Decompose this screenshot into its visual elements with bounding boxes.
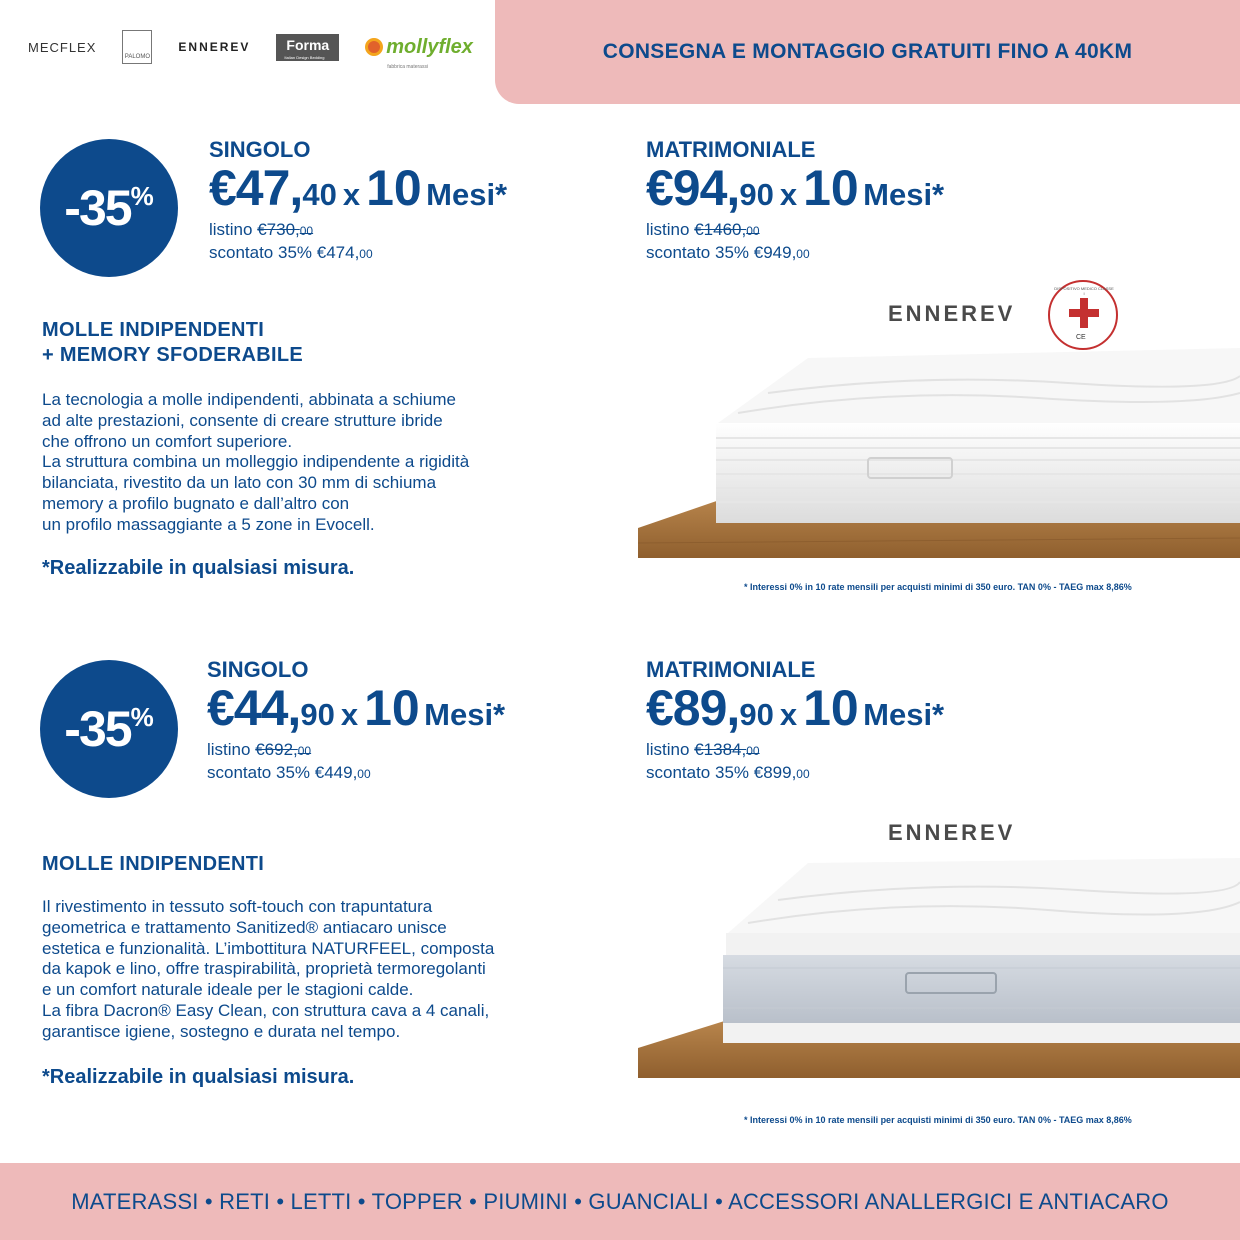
product-heading-line1: MOLLE INDIPENDENTI: [42, 319, 265, 341]
listino-cents: 00: [746, 224, 760, 238]
discount-badge: [40, 139, 178, 277]
description-line: La struttura combina un molleggio indipendente a rigidità: [42, 452, 470, 472]
listino-label: listino: [207, 740, 251, 759]
matrimoniale-label: MATRIMONIALE: [646, 137, 816, 162]
singolo-price-block: [209, 137, 507, 265]
mecflex-logo: MECFLEX: [28, 39, 97, 55]
description-line: da kapok e lino, offre traspirabilità, proprietà termoregolanti: [42, 959, 486, 979]
scontato-cents: 00: [357, 767, 371, 781]
singolo-discounted-price: [207, 762, 505, 785]
ennerev-brand-logo: ENNEREV: [888, 820, 1016, 845]
description-line: ad alte prestazioni, consente di creare strutture ibride: [42, 410, 443, 430]
discount-value: -35: [64, 180, 131, 236]
listino-label: listino: [646, 740, 690, 759]
listino-label: listino: [646, 220, 690, 239]
ennerev-brand-logo: ENNEREV: [888, 301, 1016, 326]
matrimoniale-price-block: [646, 137, 944, 265]
description-line: garantisce igiene, sostegno e durata nel tempo.: [42, 1021, 401, 1041]
mattress-illustration: [638, 818, 1240, 1078]
matrimoniale-list-price: [646, 739, 944, 762]
delivery-banner-text: CONSEGNA E MONTAGGIO GRATUITI FINO A 40KM: [602, 40, 1133, 63]
price-months: 10: [803, 680, 859, 736]
price-mesi: Mesi*: [424, 697, 506, 732]
matrimoniale-list-price: [646, 219, 944, 242]
red-cross-icon: [1072, 298, 1096, 328]
product-categories-banner: [0, 1163, 1240, 1240]
price-cents: 90: [300, 697, 335, 732]
discount-badge: [40, 660, 178, 798]
singolo-discounted-price: [209, 242, 507, 265]
price-euro: €89,: [646, 680, 740, 736]
listino-value: [694, 220, 759, 239]
scontato-label: scontato 35%: [646, 243, 750, 262]
price-times: x: [342, 177, 361, 212]
description-line: estetica e funzionalità. L’imbottitura NATURFEEL, composta: [42, 938, 495, 958]
singolo-price-block: [207, 657, 505, 785]
price-cents: 90: [739, 697, 774, 732]
discount-value: -35: [64, 701, 131, 757]
discount-percent: %: [130, 180, 154, 211]
price-months: 10: [803, 160, 859, 216]
scontato-cents: 00: [796, 247, 810, 261]
matrimoniale-monthly-price: [646, 159, 944, 217]
product-heading: [42, 852, 264, 877]
price-mesi: Mesi*: [863, 177, 945, 212]
matrimoniale-label: MATRIMONIALE: [646, 657, 816, 682]
price-euro: €47,: [209, 160, 303, 216]
scontato-cents: 00: [359, 247, 373, 261]
scontato-label: scontato 35%: [207, 763, 311, 782]
finance-footnote: * Interessi 0% in 10 rate mensili per acquisti minimi di 350 euro. TAN 0% - TAEG max 8,86%: [744, 582, 1132, 592]
finance-footnote: * Interessi 0% in 10 rate mensili per acquisti minimi di 350 euro. TAN 0% - TAEG max 8,86%: [744, 1115, 1132, 1125]
medical-device-seal: [1048, 280, 1118, 350]
price-times: x: [779, 697, 798, 732]
custom-size-note: *Realizzabile in qualsiasi misura.: [42, 1066, 355, 1088]
scontato-label: scontato 35%: [646, 763, 750, 782]
price-euro: €94,: [646, 160, 740, 216]
listino-price: €1460,: [694, 220, 747, 239]
forma-logo-subtitle: Italian Design Bedding: [284, 54, 325, 60]
description-line: e un comfort naturale ideale per le stagioni calde.: [42, 980, 414, 1000]
scontato-price: €949,: [753, 243, 797, 262]
description-line: che offrono un comfort superiore.: [42, 431, 293, 451]
ce-mark: CE: [1076, 334, 1086, 341]
scontato-label: scontato 35%: [209, 243, 313, 262]
description-line: La fibra Dacron® Easy Clean, con struttura cava a 4 canali,: [42, 1000, 490, 1020]
discount-percent: %: [130, 701, 154, 732]
listino-price: €1384,: [694, 740, 747, 759]
scontato-cents: 00: [796, 767, 810, 781]
description-line: un profilo massaggiante a 5 zone in Evocell.: [42, 514, 375, 534]
matrimoniale-price-block: [646, 657, 944, 785]
price-euro: €44,: [207, 680, 301, 736]
singolo-monthly-price: [207, 679, 505, 737]
forma-logo-text: Forma: [286, 36, 330, 53]
forma-logo: [276, 34, 339, 61]
product-heading: [42, 318, 303, 368]
price-months: 10: [366, 160, 422, 216]
mollyflex-swirl-icon: [365, 38, 383, 56]
listino-label: listino: [209, 220, 253, 239]
price-cents: 40: [302, 177, 337, 212]
listino-price: €730,: [257, 220, 300, 239]
listino-value: [255, 740, 311, 759]
mattress-image: [638, 818, 1240, 1078]
mollyflex-logo-subtitle: fabbrica materassi: [387, 63, 429, 70]
price-times: x: [779, 177, 798, 212]
scontato-price: €474,: [316, 243, 360, 262]
custom-size-note: *Realizzabile in qualsiasi misura.: [42, 557, 355, 579]
description-line: geometrica e trattamento Sanitized® antiacaro unisce: [42, 917, 447, 937]
palomo-logo: PALOMO: [122, 30, 152, 64]
matrimoniale-monthly-price: [646, 679, 944, 737]
description-line: memory a profilo bugnato e dall’altro con: [42, 493, 350, 513]
matrimoniale-discounted-price: [646, 242, 944, 265]
price-mesi: Mesi*: [863, 697, 945, 732]
product-heading-line2: + MEMORY SFODERABILE: [42, 344, 304, 366]
description-line: bilanciata, rivestito da un lato con 30 mm di schiuma: [42, 473, 437, 493]
singolo-list-price: [207, 739, 505, 762]
mollyflex-logo: [365, 35, 473, 70]
singolo-label: SINGOLO: [207, 657, 309, 682]
matrimoniale-discounted-price: [646, 762, 944, 785]
listino-cents: 00: [297, 744, 312, 758]
mattress-image: [638, 298, 1240, 558]
mattress-illustration: [638, 298, 1240, 558]
mollyflex-logo-text: mollyflex: [386, 35, 473, 58]
price-times: x: [340, 697, 359, 732]
delivery-banner: [495, 0, 1240, 104]
description-line: La tecnologia a molle indipendenti, abbinata a schiume: [42, 390, 456, 409]
brand-logos: [28, 30, 473, 70]
listino-value: [694, 740, 759, 759]
listino-price: €692,: [255, 740, 298, 759]
singolo-list-price: [209, 219, 507, 242]
price-months: 10: [364, 680, 420, 736]
description-line: Il rivestimento in tessuto soft-touch con trapuntatura: [42, 897, 433, 916]
product-description: [42, 897, 602, 1043]
listino-cents: 00: [299, 224, 314, 238]
ennerev-logo: ENNEREV: [178, 40, 251, 54]
listino-cents: 00: [746, 744, 760, 758]
singolo-label: SINGOLO: [209, 137, 311, 162]
medical-device-text: DISPOSITIVO MEDICO CLASSE I: [1054, 286, 1114, 296]
listino-value: [257, 220, 313, 239]
product-description: [42, 390, 602, 536]
product-categories-text: MATERASSI • RETI • LETTI • TOPPER • PIUMINI • GUANCIALI • ACCESSORI ANALLERGICI E ANTIACARO: [71, 1188, 1169, 1214]
price-mesi: Mesi*: [426, 177, 508, 212]
price-cents: 90: [739, 177, 774, 212]
product-heading-line1: MOLLE INDIPENDENTI: [42, 853, 265, 875]
singolo-monthly-price: [209, 159, 507, 217]
scontato-price: €449,: [314, 763, 358, 782]
scontato-price: €899,: [753, 763, 797, 782]
